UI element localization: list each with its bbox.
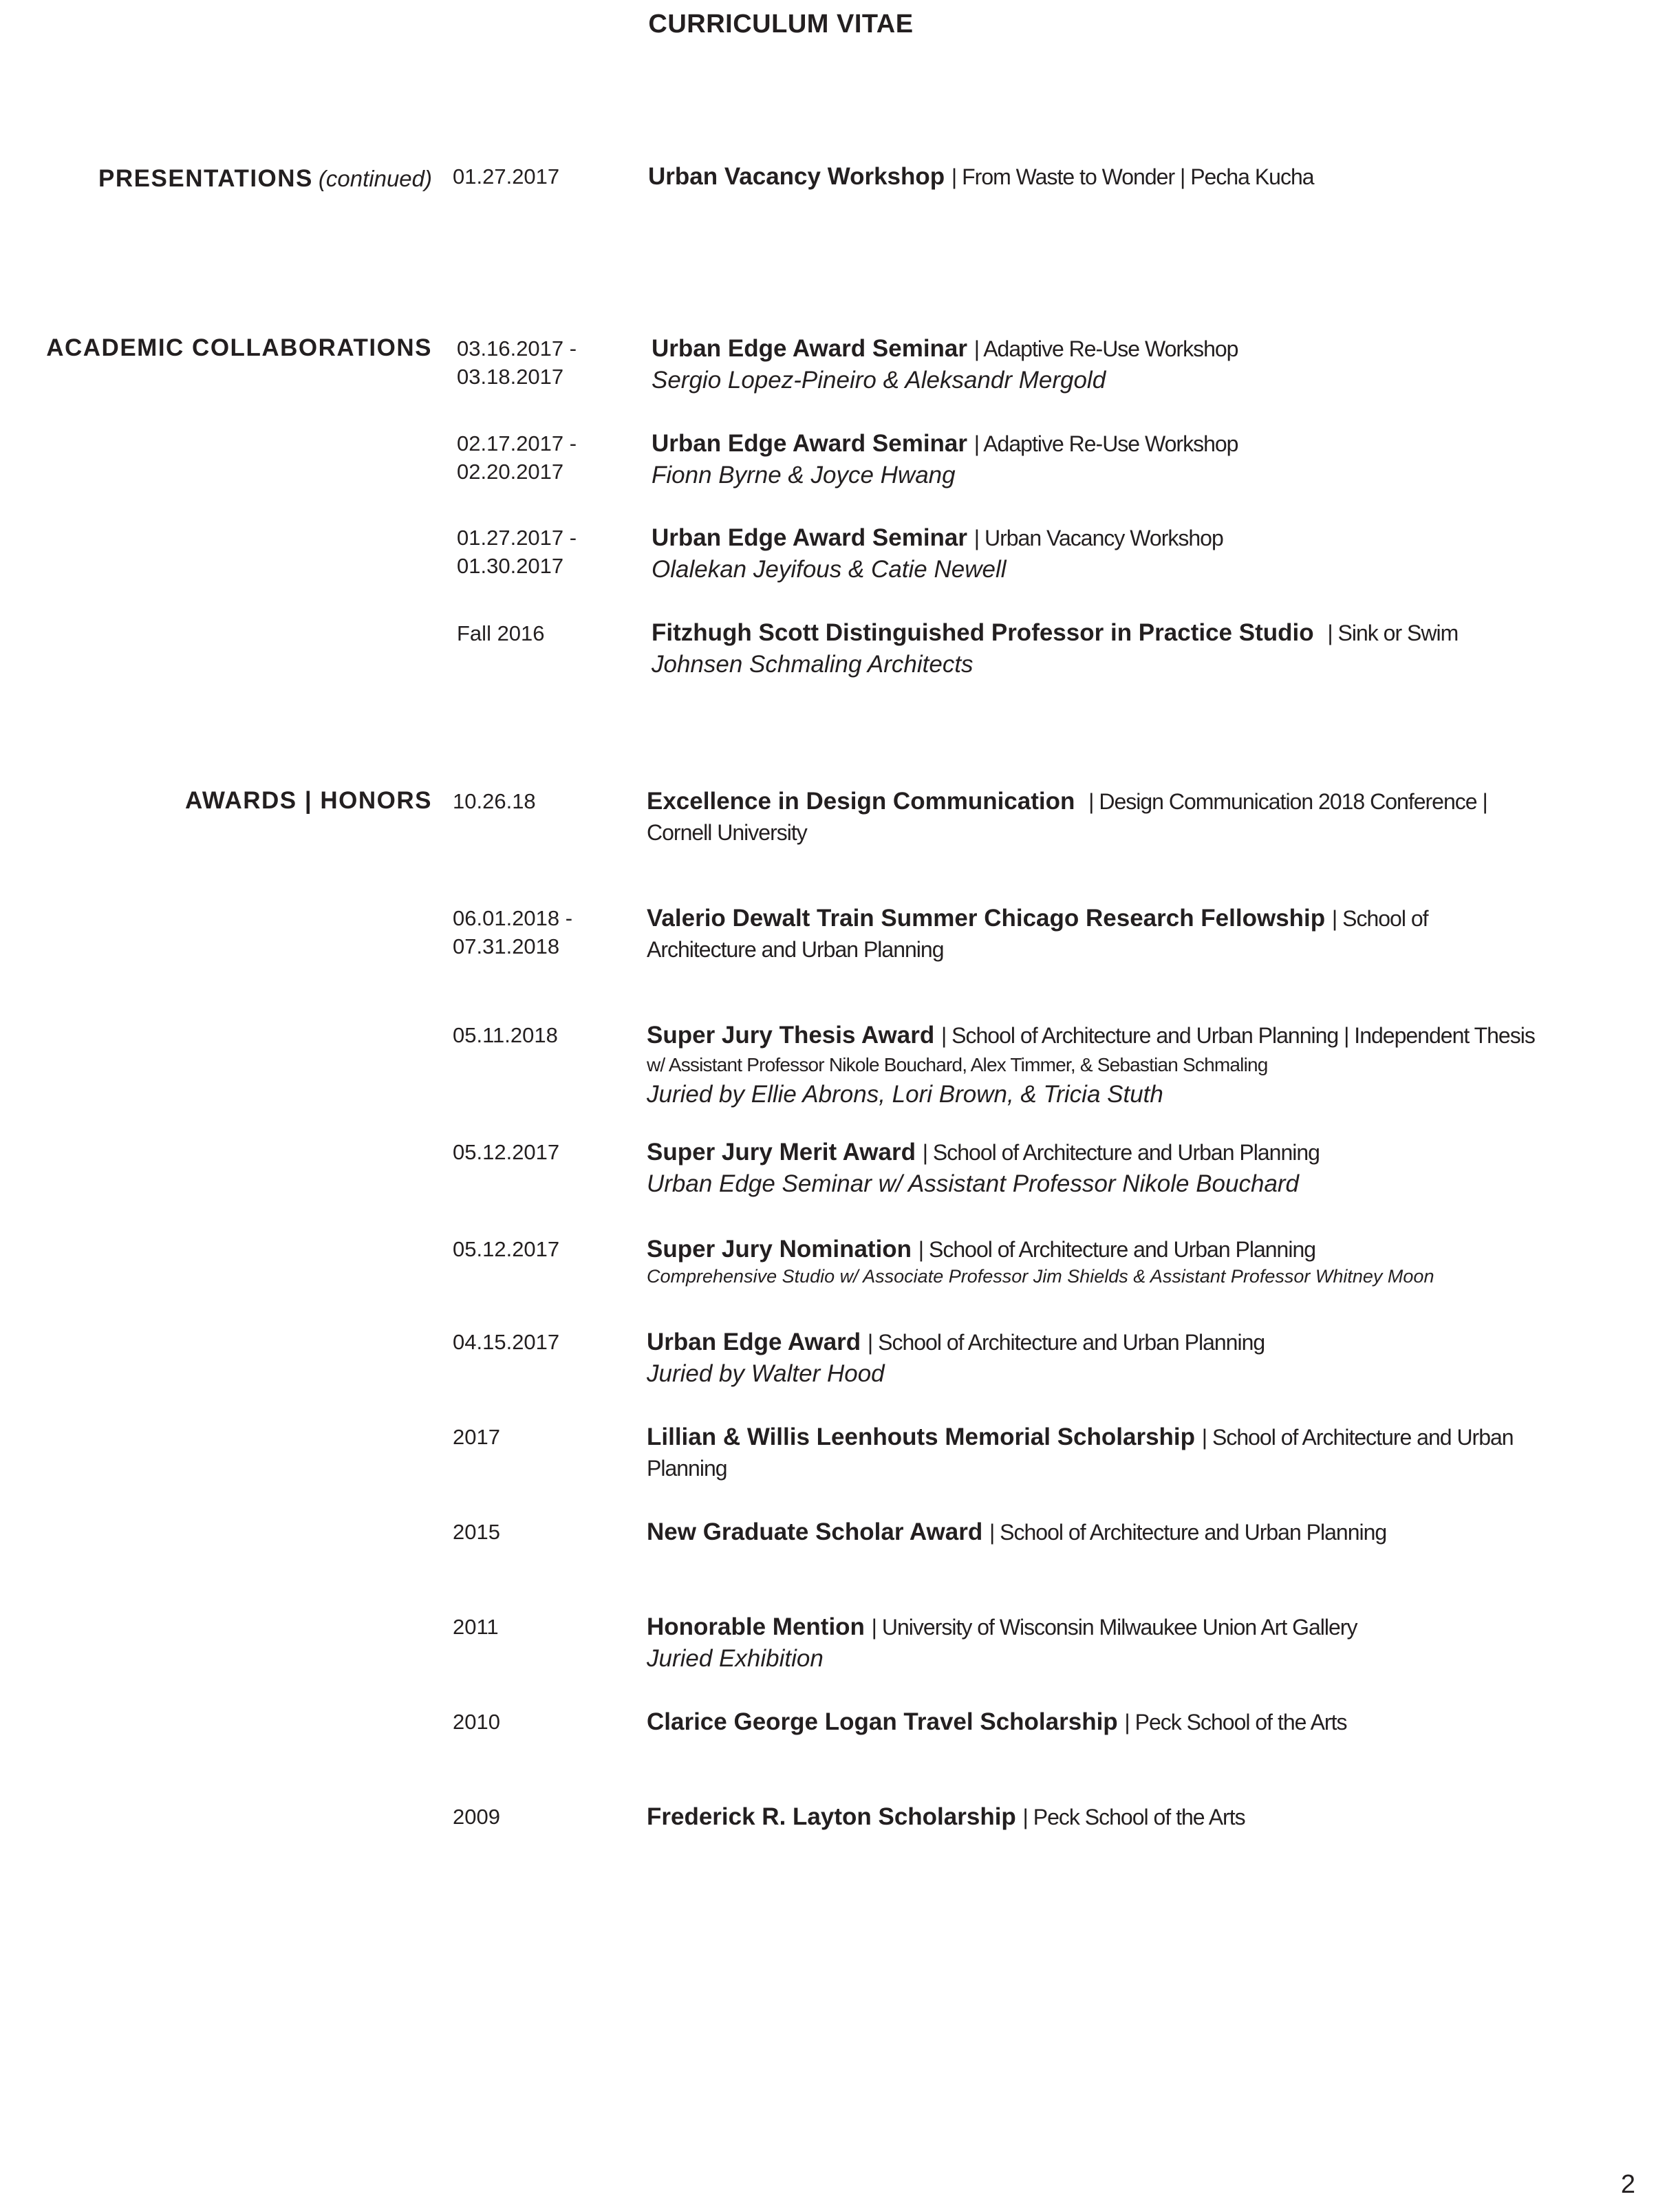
- entry-date: [453, 1138, 559, 1166]
- presentation-entry: [648, 161, 1314, 193]
- section-heading-presentations: [98, 165, 432, 193]
- date-start: Fall 2016: [457, 621, 545, 645]
- entry-title: Urban Vacancy Workshop: [648, 163, 945, 190]
- entry-title: Clarice George Logan Travel Scholarship: [647, 1708, 1118, 1735]
- entry-subtitle: Urban Edge Seminar w/ Assistant Professor Nikole Bouchard: [647, 1170, 1300, 1197]
- entry-subtitle: Johnsen Schmaling Architects: [652, 651, 974, 678]
- award-entry: [647, 1020, 1535, 1110]
- date-start: 05.12.2017: [453, 1140, 560, 1164]
- entry-date: [453, 1518, 500, 1546]
- date-start: 05.11.2018: [453, 1023, 558, 1047]
- section-heading-note: (continued): [318, 166, 432, 191]
- entry-title: Fitzhugh Scott Distinguished Professor in Practice Studio: [652, 619, 1314, 646]
- award-entry: [647, 1327, 1265, 1389]
- entry-title: Super Jury Merit Award: [647, 1139, 916, 1166]
- entry-date: [453, 1021, 558, 1049]
- entry-title: Honorable Mention: [647, 1613, 865, 1640]
- entry-title: Valerio Dewalt Train Summer Chicago Research Fellowship: [647, 905, 1326, 932]
- entry-date: [453, 1235, 559, 1263]
- date-start: 2009: [453, 1805, 500, 1829]
- entry-title: Urban Edge Award Seminar: [652, 430, 968, 457]
- entry-date: [453, 1328, 559, 1356]
- entry-continuation: Architecture and Urban Planning: [647, 937, 944, 962]
- award-entry: [647, 1516, 1386, 1548]
- entry-date: [453, 1423, 500, 1451]
- entry-subtitle: Olalekan Jeyifous & Catie Newell: [652, 556, 1007, 583]
- entry-detail: | School of: [1331, 906, 1428, 931]
- section-heading-awards: [185, 787, 432, 815]
- collaboration-entry: [652, 428, 1238, 491]
- entry-date-range: [457, 334, 577, 391]
- entry-date: [453, 787, 536, 815]
- entry-title: Super Jury Nomination: [647, 1236, 912, 1263]
- entry-detail: | Peck School of the Arts: [1022, 1805, 1245, 1829]
- collaboration-entry: [652, 617, 1458, 680]
- award-entry: [647, 1611, 1357, 1674]
- entry-note: Comprehensive Studio w/ Associate Professor Jim Shields & Assistant Professor Whitney Moon: [647, 1266, 1434, 1287]
- entry-detail: | Adaptive Re-Use Workshop: [974, 431, 1238, 456]
- entry-detail: | Sink or Swim: [1327, 621, 1459, 645]
- collaboration-entry: [652, 522, 1223, 585]
- entry-date: 01.27.2017: [453, 164, 560, 189]
- entry-title: Super Jury Thesis Award: [647, 1022, 935, 1049]
- date-start: 02.17.2017 -: [457, 431, 577, 455]
- section-heading-label: ACADEMIC COLLABORATIONS: [46, 334, 432, 361]
- entry-detail: | School of Architecture and Urban Planning: [922, 1140, 1320, 1165]
- entry-detail: | School of Architecture and Urban Planning: [918, 1237, 1316, 1262]
- date-start: 2010: [453, 1710, 500, 1734]
- entry-title: Urban Edge Award Seminar: [652, 335, 968, 362]
- date-end: 01.30.2017: [457, 554, 564, 578]
- document-title: CURRICULUM VITAE: [648, 10, 914, 39]
- entry-detail: | School of Architecture and Urban Planning: [989, 1520, 1387, 1545]
- date-end: 03.18.2017: [457, 365, 564, 389]
- award-entry: [647, 1801, 1245, 1833]
- award-entry: [647, 1234, 1434, 1287]
- entry-continuation: Cornell University: [647, 820, 807, 845]
- entry-title: Excellence in Design Communication: [647, 788, 1075, 815]
- entry-detail: | School of Architecture and Urban Planning: [867, 1330, 1265, 1355]
- date-start: 03.16.2017 -: [457, 336, 577, 361]
- entry-title: Lillian & Willis Leenhouts Memorial Scholarship: [647, 1424, 1196, 1450]
- section-heading-label: PRESENTATIONS: [98, 165, 313, 192]
- award-entry: [647, 903, 1428, 965]
- date-start: 2011: [453, 1615, 499, 1639]
- date-start: 2015: [453, 1520, 500, 1544]
- entry-detail: | Adaptive Re-Use Workshop: [974, 336, 1238, 361]
- entry-detail: | School of Architecture and Urban Planning | Independent Thesis: [940, 1023, 1535, 1048]
- entry-detail: | From Waste to Wonder | Pecha Kucha: [951, 164, 1314, 189]
- entry-subtitle: Fionn Byrne & Joyce Hwang: [652, 462, 956, 488]
- award-entry: [647, 1706, 1346, 1738]
- entry-title: New Graduate Scholar Award: [647, 1518, 983, 1545]
- award-entry: [647, 786, 1487, 848]
- date-start: 06.01.2018 -: [453, 906, 573, 930]
- date-start: 05.12.2017: [453, 1237, 560, 1261]
- award-entry: [647, 1421, 1514, 1484]
- entry-title: Urban Edge Award Seminar: [652, 524, 968, 551]
- award-entry: [647, 1137, 1320, 1199]
- entry-date-range: [457, 429, 577, 486]
- date-start: 2017: [453, 1425, 500, 1449]
- date-start: 04.15.2017: [453, 1330, 560, 1354]
- date-end: 07.31.2018: [453, 934, 560, 958]
- page-number: 2: [1620, 2170, 1635, 2199]
- entry-detail: | School of Architecture and Urban: [1201, 1425, 1514, 1450]
- entry-date-range: [453, 904, 572, 960]
- entry-date: [453, 1803, 500, 1831]
- entry-continuation: Planning: [647, 1456, 727, 1481]
- entry-subtitle: Juried by Ellie Abrons, Lori Brown, & Tricia Stuth: [647, 1081, 1163, 1108]
- entry-detail: | Design Communication 2018 Conference |: [1088, 789, 1487, 814]
- date-end: 02.20.2017: [457, 460, 564, 484]
- entry-date: [453, 1613, 499, 1641]
- section-heading-collaborations: [46, 334, 432, 362]
- entry-title: Urban Edge Award: [647, 1329, 861, 1355]
- entry-subtitle: Sergio Lopez-Pineiro & Aleksandr Mergold: [652, 367, 1106, 394]
- entry-date-range: [457, 524, 577, 580]
- entry-subtitle: Juried Exhibition: [647, 1645, 824, 1672]
- date-start: 01.27.2017 -: [457, 526, 577, 550]
- entry-detail: | University of Wisconsin Milwaukee Union Art Gallery: [871, 1615, 1357, 1640]
- date-start: 10.26.18: [453, 789, 536, 813]
- entry-subtitle: Juried by Walter Hood: [647, 1360, 885, 1387]
- collaboration-entry: [652, 333, 1238, 396]
- entry-date: [457, 619, 545, 647]
- section-heading-label: AWARDS | HONORS: [185, 787, 432, 814]
- entry-detail: | Peck School of the Arts: [1124, 1710, 1347, 1735]
- entry-detail: | Urban Vacancy Workshop: [974, 526, 1223, 550]
- entry-note: w/ Assistant Professor Nikole Bouchard, Alex Timmer, & Sebastian Schmaling: [647, 1054, 1268, 1075]
- entry-date: [453, 1708, 500, 1736]
- entry-title: Frederick R. Layton Scholarship: [647, 1803, 1016, 1830]
